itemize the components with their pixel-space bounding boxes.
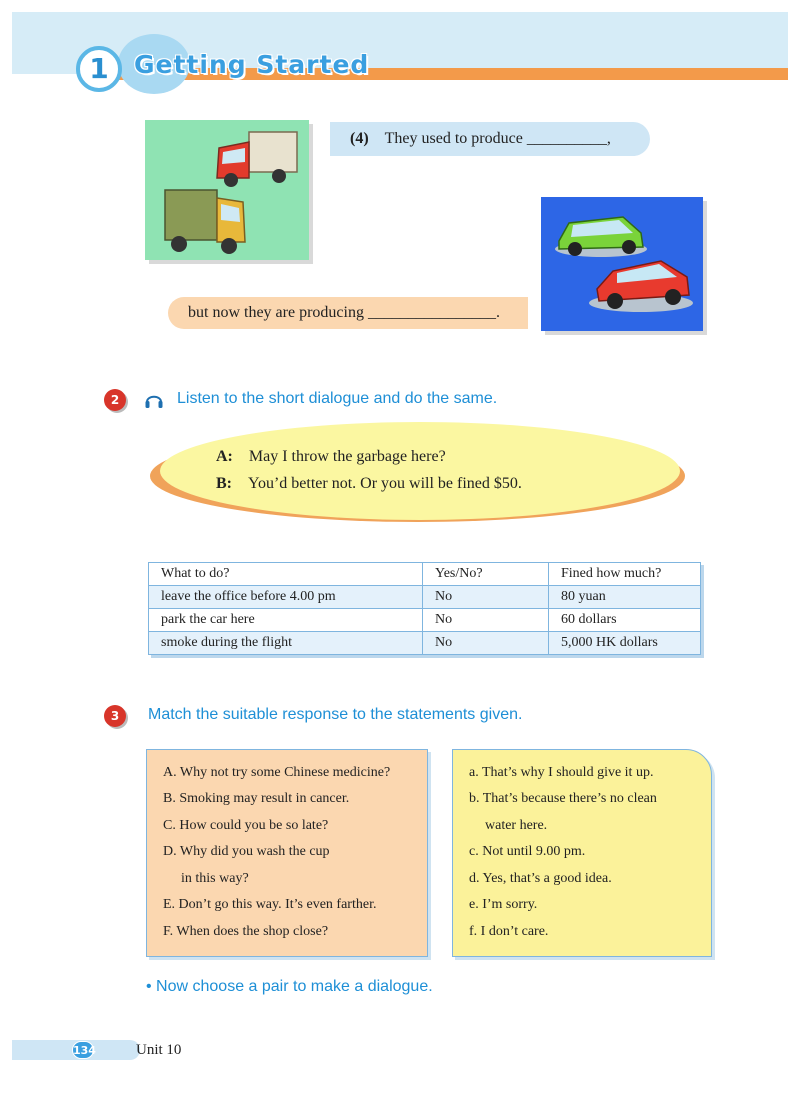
unit-label: Unit 10	[136, 1042, 182, 1058]
responses-box	[452, 749, 712, 957]
statement-item: in this way?	[181, 871, 249, 886]
speaker-a: A:	[216, 448, 233, 465]
exercise-label: (4)	[350, 130, 369, 147]
table-row	[149, 632, 701, 655]
table-row	[149, 586, 701, 609]
cars-illustration	[541, 197, 703, 331]
dialogue-text-a: May I throw the garbage here?	[248, 448, 446, 465]
section-3-instruction: Match the suitable response to the statements given.	[148, 706, 523, 723]
table-cell: No	[423, 609, 549, 632]
exercise-text-1: They used to produce __________,	[384, 130, 611, 147]
statement-item: F. When does the shop close?	[163, 924, 329, 939]
section-2-badge: 2	[104, 389, 126, 411]
page-number: 134	[72, 1041, 94, 1059]
statement-item: B. Smoking may result in cancer.	[163, 791, 350, 806]
response-item: water here.	[485, 818, 548, 833]
section-3-badge: 3	[104, 705, 126, 727]
page-title: Getting Started	[134, 50, 370, 79]
table-header-row	[149, 563, 701, 586]
response-item: f. I don’t care.	[469, 924, 549, 939]
table-cell: leave the office before 4.00 pm	[149, 586, 423, 609]
fines-table	[148, 562, 701, 655]
table-cell: No	[423, 632, 549, 655]
statement-item: A. Why not try some Chinese medicine?	[163, 765, 391, 780]
statement-item: C. How could you be so late?	[163, 818, 329, 833]
response-item: d. Yes, that’s a good idea.	[469, 871, 612, 886]
table-cell: 60 dollars	[549, 609, 701, 632]
dialogue-line-b	[216, 475, 522, 493]
table-cell: 80 yuan	[549, 586, 701, 609]
table-cell: park the car here	[149, 609, 423, 632]
table-cell: smoke during the flight	[149, 632, 423, 655]
exercise-line-2: but now they are producing ________________.	[168, 297, 528, 329]
section-number-badge: 1	[76, 46, 122, 92]
trucks-icon	[145, 120, 309, 260]
statements-box	[146, 749, 428, 957]
table-row	[149, 609, 701, 632]
trucks-illustration	[145, 120, 309, 260]
response-item: e. I’m sorry.	[469, 897, 538, 912]
table-cell: No	[423, 586, 549, 609]
response-item: a. That’s why I should give it up.	[469, 765, 654, 780]
response-item: c. Not until 9.00 pm.	[469, 844, 586, 859]
response-item: b. That’s because there’s no clean	[469, 791, 657, 806]
dialogue-bubble	[160, 422, 680, 520]
statement-item: E. Don’t go this way. It’s even farther.	[163, 897, 377, 912]
dialogue-text-b: You’d better not. Or you will be fined $50.	[248, 475, 522, 492]
dialogue-line-a	[216, 448, 446, 466]
exercise-line-1	[330, 122, 650, 156]
table-header-cell: What to do?	[149, 563, 423, 586]
table-header-cell: Fined how much?	[549, 563, 701, 586]
table-cell: 5,000 HK dollars	[549, 632, 701, 655]
section-2-instruction: Listen to the short dialogue and do the same.	[177, 390, 498, 407]
table-header-cell: Yes/No?	[423, 563, 549, 586]
statement-item: D. Why did you wash the cup	[163, 844, 330, 859]
speaker-b: B:	[216, 475, 232, 492]
headphone-icon[interactable]	[144, 390, 164, 410]
cars-icon	[541, 197, 703, 331]
follow-up-instruction: • Now choose a pair to make a dialogue.	[146, 978, 433, 995]
